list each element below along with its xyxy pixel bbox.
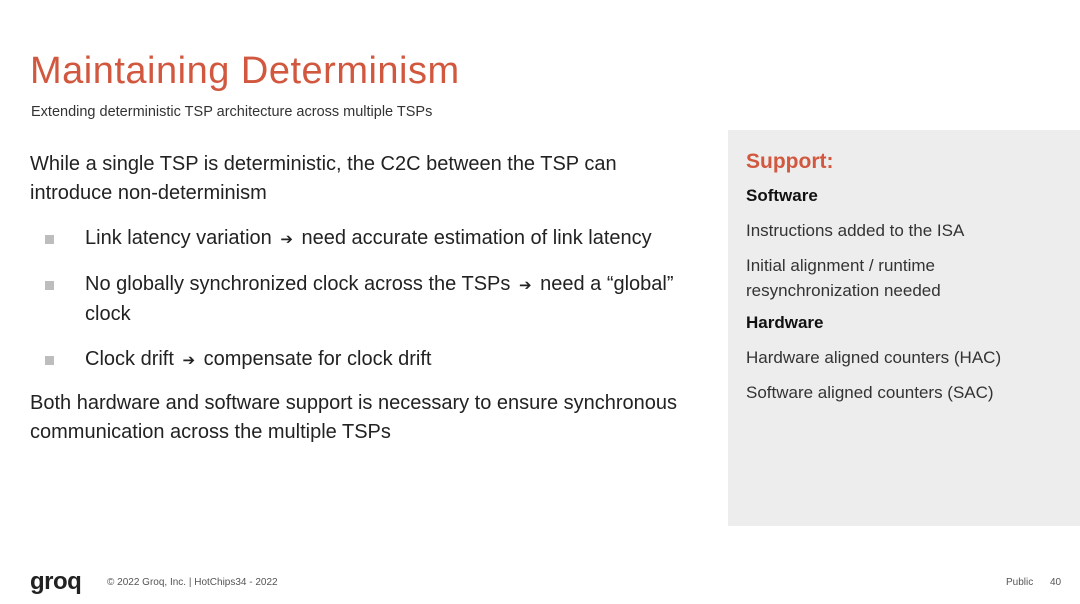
bullet-text: need accurate estimation of link latency: [301, 227, 652, 249]
intro-text: While a single TSP is deterministic, the C2C between the TSP can introduce non-determinism: [30, 153, 617, 204]
panel-item: Software aligned counters (SAC): [746, 383, 994, 402]
bullet-square-icon: [45, 356, 54, 365]
arrow-right-icon: ➔: [182, 352, 196, 369]
arrow-right-icon: ➔: [518, 277, 532, 294]
page-number: 40: [1050, 577, 1062, 588]
list-item: [30, 224, 700, 254]
bullet-square-icon: [45, 281, 54, 290]
panel-item: Instructions added to the ISA: [746, 221, 965, 240]
list-item: [30, 270, 700, 329]
hardware-label: Hardware: [746, 313, 824, 332]
slide-subtitle: Extending deterministic TSP architecture across multiple TSPs: [31, 104, 433, 120]
footer-classification: Public: [1006, 577, 1034, 588]
software-label: Software: [746, 186, 818, 205]
panel-heading: Support:: [746, 150, 834, 173]
conclusion-text: Both hardware and software support is necessary to ensure synchronous communication across the multiple TSPs: [30, 392, 678, 443]
bullet-text: need a “global” clock: [85, 273, 674, 325]
arrow-right-icon: ➔: [280, 231, 293, 248]
bullet-text: compensate for clock drift: [203, 348, 432, 370]
bullet-text: Link latency variation: [85, 227, 272, 249]
groq-logo: groq: [30, 568, 82, 595]
bullet-text: No globally synchronized clock across the TSPs: [85, 273, 511, 295]
bullet-text: Clock drift: [85, 348, 174, 370]
panel-item: Initial alignment / runtime resynchronization needed: [746, 256, 941, 300]
support-panel: [728, 130, 1080, 526]
bullet-square-icon: [45, 235, 54, 244]
panel-item: Hardware aligned counters (HAC): [746, 348, 1002, 367]
slide-title: Maintaining Determinism: [30, 50, 460, 92]
list-item: [30, 345, 700, 375]
main-content: [30, 150, 700, 447]
bullet-list: [30, 224, 700, 375]
footer-copyright: © 2022 Groq, Inc. | HotChips34 - 2022: [107, 577, 278, 588]
